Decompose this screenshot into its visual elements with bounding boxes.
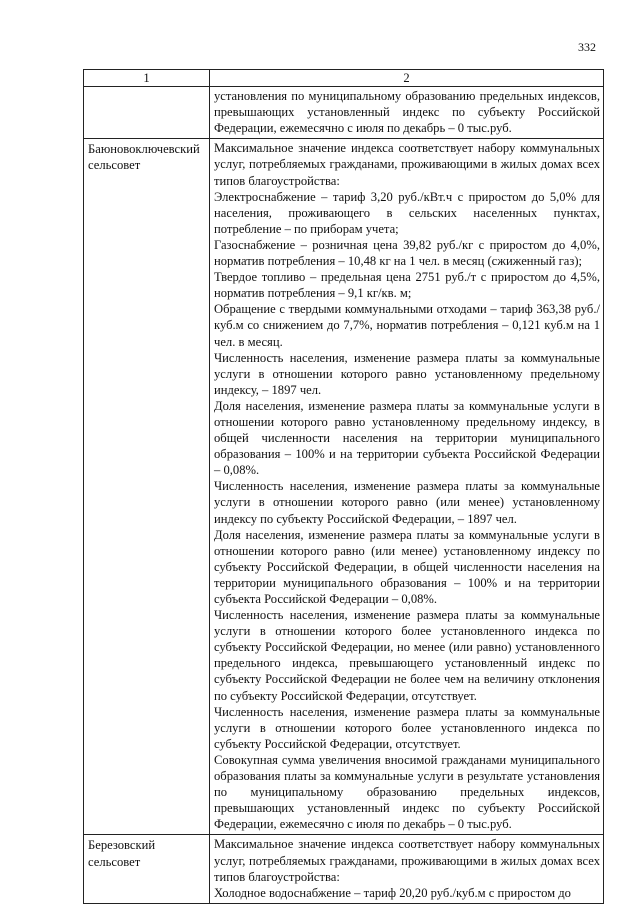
description-cell bbox=[210, 87, 604, 139]
paragraph: Численность населения, изменение размера платы за коммунальные услуги в отношении которого равно установленному предельному индексу, – 1897 чел. bbox=[214, 350, 600, 397]
paragraph: установления по муниципальному образованию предельных индексов, превышающих установленный индекс по субъекту Российской Федерации, ежемесячно с июля по декабрь – 0 тыс.руб. bbox=[214, 89, 600, 136]
paragraph: Твердое топливо – предельная цена 2751 руб./т с приростом до 4,5%, норматив потребления – 9,1 кг/кв. м; bbox=[214, 270, 600, 301]
description-cell bbox=[210, 139, 604, 835]
paragraph: Максимальное значение индекса соответствует набору коммунальных услуг, потребляемых гражданами, проживающими в жилых домах всех типов благоустройства: bbox=[214, 837, 600, 884]
table-header-row bbox=[84, 70, 604, 87]
paragraph: Электроснабжение – тариф 3,20 руб./кВт.ч с приростом до 5,0% для населения, проживающего в сельских населенных пунктах, потребление – по приборам учета; bbox=[214, 189, 600, 236]
municipality-name-cell: Баюновоключевский сельсовет bbox=[84, 139, 210, 835]
table-row bbox=[84, 139, 604, 835]
page-number: 332 bbox=[578, 40, 596, 54]
paragraph: Доля населения, изменение размера платы за коммунальные услуги в отношении которого равно установленному предельному индексу, в общей численности населения на территории муниципального образования – 100% и на территории субъекта Российской Федерации – 0,08%. bbox=[214, 398, 600, 478]
table-row bbox=[84, 87, 604, 139]
description-cell bbox=[210, 835, 604, 903]
indices-table bbox=[83, 69, 604, 904]
paragraph: Обращение с твердыми коммунальными отходами – тариф 363,38 руб./куб.м со снижением до 7,7%, норматив потребления – 0,121 куб.м на 1 чел. в месяц. bbox=[214, 302, 600, 349]
paragraph: Совокупная сумма увеличения вносимой гражданами муниципального образования платы за коммунальные услуги в результате установления по муниципальному образованию предельных индексов, превышающих установленный индекс по субъекту Российской Федерации, ежемесячно с июля по декабрь – 0 тыс.руб. bbox=[214, 752, 600, 832]
paragraph: Численность населения, изменение размера платы за коммунальные услуги в отношении которого более установленного индекса по субъекту Российской Федерации, но менее (или равно) установленного предельного индекса, превышающего установленный индекс по субъекту Российской Федерации не более чем на величину отклонения по субъекту Российской Федерации, отсутствует. bbox=[214, 608, 600, 703]
column-header-2: 2 bbox=[210, 70, 604, 87]
paragraph: Доля населения, изменение размера платы за коммунальные услуги в отношении которого равно (или менее) установленному индексу по субъекту Российской Федерации, в общей численности населения на территории муниципального образования – 100% и на территории субъекта Российской Федерации – 0,08%. bbox=[214, 527, 600, 606]
paragraph: Холодное водоснабжение – тариф 20,20 руб./куб.м с приростом до bbox=[214, 885, 571, 900]
municipality-name-cell bbox=[84, 87, 210, 139]
column-header-1: 1 bbox=[84, 70, 210, 87]
paragraph: Максимальное значение индекса соответствует набору коммунальных услуг, потребляемых гражданами, проживающими в жилых домах всех типов благоустройства: bbox=[214, 141, 600, 188]
municipality-name-cell: Березовский сельсовет bbox=[84, 835, 210, 903]
paragraph: Газоснабжение – розничная цена 39,82 руб./кг с приростом до 4,0%, норматив потребления – 10,48 кг на 1 чел. в месяц (сжиженный газ); bbox=[214, 237, 600, 269]
paragraph: Численность населения, изменение размера платы за коммунальные услуги в отношении которого равно (или менее) установленному индексу по субъекту Российской Федерации, – 1897 чел. bbox=[214, 479, 600, 526]
paragraph: Численность населения, изменение размера платы за коммунальные услуги в отношении которого более установленного индекса по субъекту Российской Федерации, отсутствует. bbox=[214, 704, 600, 751]
table-row bbox=[84, 835, 604, 903]
